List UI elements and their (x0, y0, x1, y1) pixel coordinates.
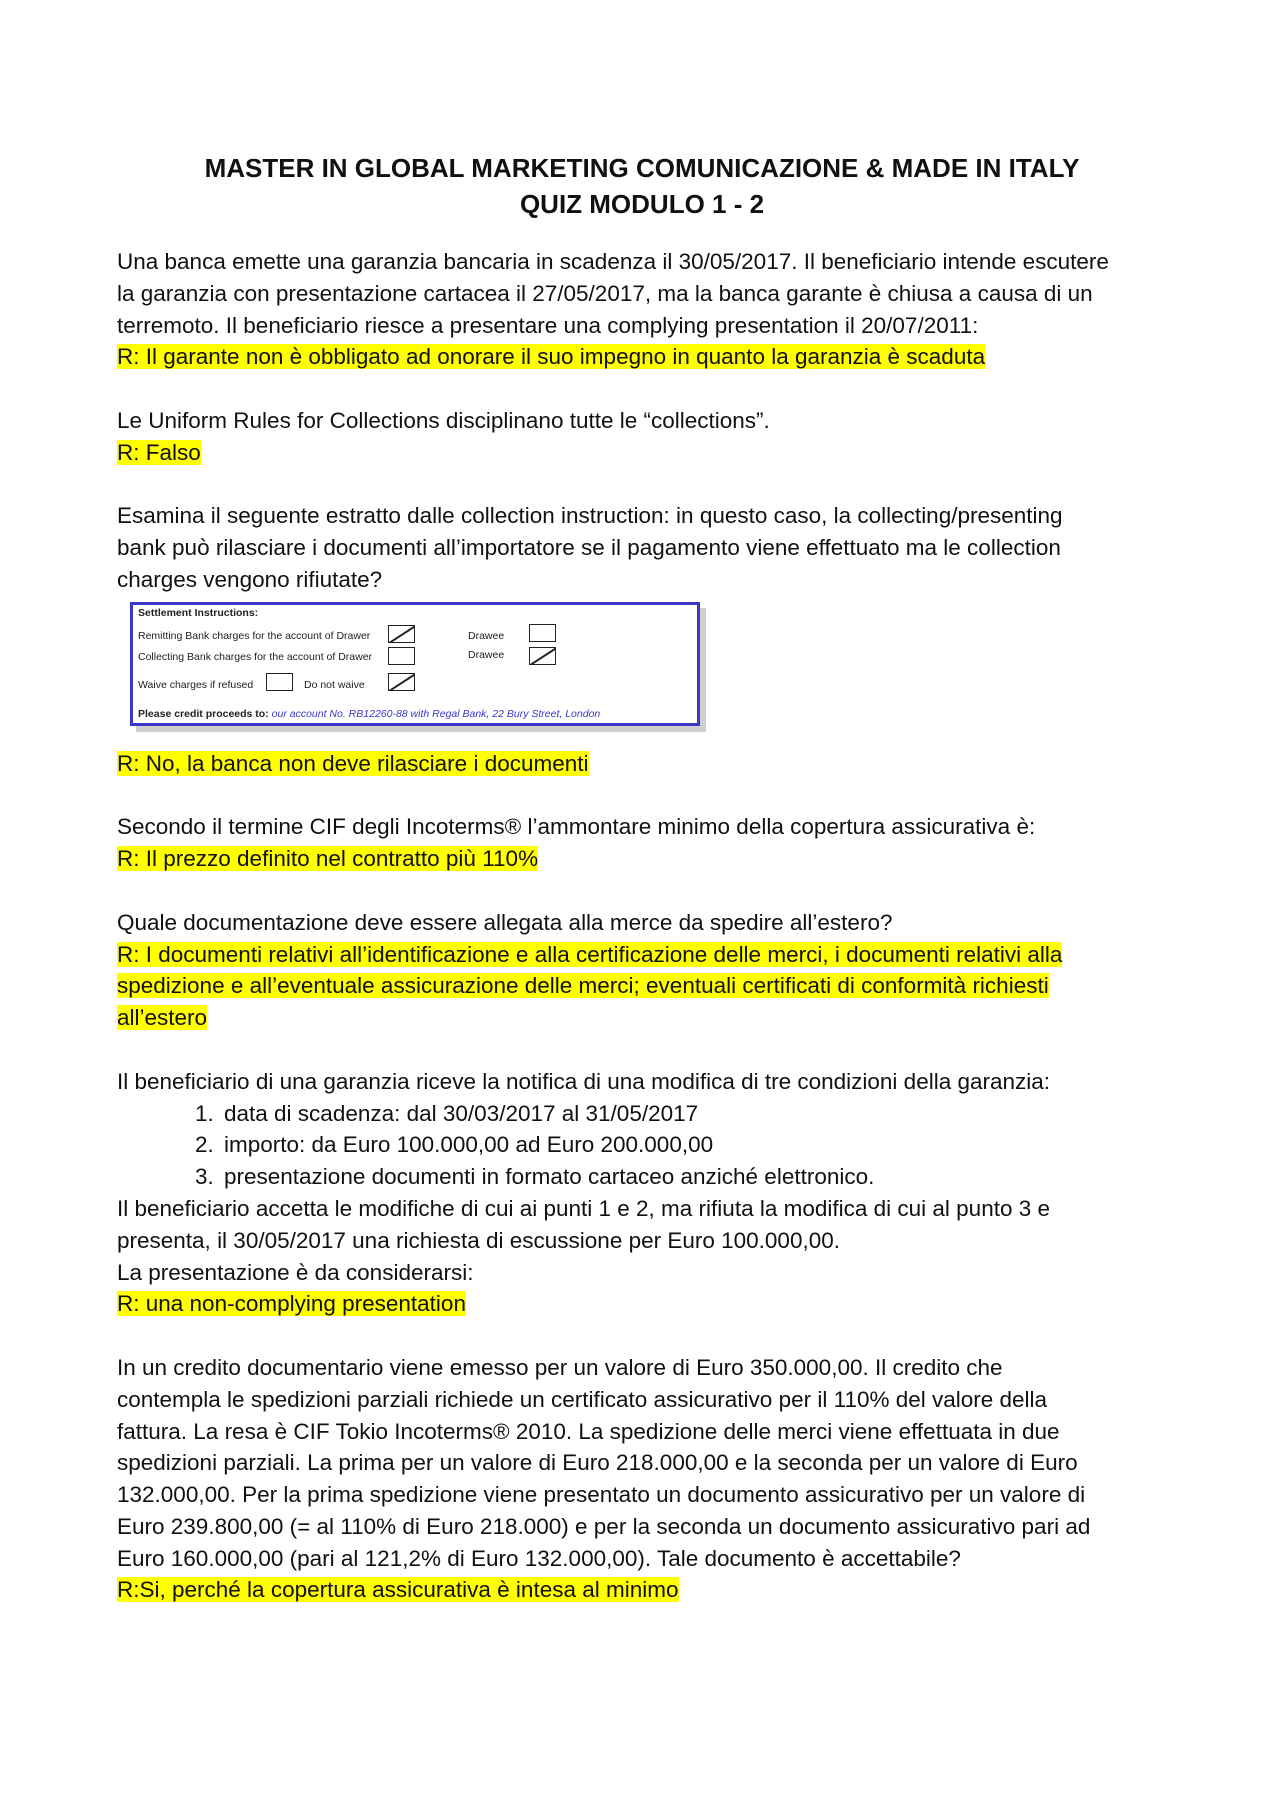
collecting-drawer-checkbox (388, 647, 415, 665)
question-text-line: Euro 160.000,00 (pari al 121,2% di Euro 132.000,00). Tale documento è accettabile? (117, 1545, 961, 1571)
question-4 (117, 811, 1167, 875)
question-text-line: spedizioni parziali. La prima per un valore di Euro 218.000,00 e la seconda per un valore di Euro (117, 1450, 1078, 1476)
remitting-charges-label: Remitting Bank charges for the account of Drawer (138, 629, 371, 642)
title-line-2: QUIZ MODULO 1 - 2 (519, 189, 765, 219)
document-title (117, 150, 1167, 222)
question-text-line: fattura. La resa è CIF Tokio Incoterms® 2010. La spedizione delle merci viene effettuata in due (117, 1418, 1060, 1444)
credit-proceeds-label: Please credit proceeds to: (138, 707, 269, 720)
question-text-line: Euro 239.800,00 (= al 110% di Euro 218.000) e per la seconda un documento assicurativo pari ad (117, 1513, 1091, 1539)
remitting-drawer-checkbox (388, 625, 415, 643)
question-text-line: In un credito documentario viene emesso per un valore di Euro 350.000,00. Il credito che (117, 1354, 1003, 1380)
collecting-drawee-checkbox (529, 647, 556, 665)
question-text-line: Secondo il termine CIF degli Incoterms® l’ammontare minimo della copertura assicurativa è: (117, 814, 1036, 840)
title-line-1: MASTER IN GLOBAL MARKETING COMUNICAZIONE & MADE IN ITALY (204, 153, 1080, 183)
question-text-line: Esamina il seguente estratto dalle collection instruction: in questo caso, la collecting/presenting (117, 503, 1063, 529)
question-text-line: Il beneficiario accetta le modifiche di cui ai punti 1 e 2, ma rifiuta la modifica di cui al punto 3 e (117, 1195, 1051, 1221)
question-3 (117, 500, 1167, 779)
question-text-line: Una banca emette una garanzia bancaria in scadenza il 30/05/2017. Il beneficiario intende escutere (117, 249, 1109, 274)
question-6 (117, 1066, 1167, 1320)
answer-4: R: Il prezzo definito nel contratto più 110% (117, 846, 539, 872)
question-text-line: La presentazione è da considerarsi: (117, 1259, 474, 1285)
do-not-waive-label: Do not waive (304, 678, 365, 691)
question-text-line: Il beneficiario di una garanzia riceve la notifica di una modifica di tre condizioni della garanzia: (117, 1068, 1051, 1094)
answer-1: R: Il garante non è obbligato ad onorare il suo impegno in quanto la garanzia è scaduta (117, 344, 986, 370)
question-2 (117, 405, 1167, 469)
credit-proceeds-line (138, 708, 600, 720)
answer-5-line: spedizione e all’eventuale assicurazione delle merci; eventuali certificati di conformità richiesti (117, 973, 1049, 999)
waive-charges-label: Waive charges if refused (138, 678, 254, 691)
document-page (117, 150, 1167, 1638)
answer-3: R: No, la banca non deve rilasciare i documenti (117, 750, 589, 776)
list-item: 1. data di scadenza: dal 30/03/2017 al 31/05/2017 (220, 1098, 1167, 1130)
collecting-charges-label: Collecting Bank charges for the account of Drawer (138, 650, 373, 663)
question-text-line: la garanzia con presentazione cartacea il 27/05/2017, ma la banca garante è chiusa a causa di un (117, 280, 1093, 306)
settlement-instructions-box (130, 602, 700, 726)
settlement-instructions-figure (130, 602, 700, 734)
credit-proceeds-value: our account No. RB12260-88 with Regal Bank, 22 Bury Street, London (271, 707, 601, 720)
answer-2: R: Falso (117, 439, 201, 465)
question-text-line: 132.000,00. Per la prima spedizione viene presentato un documento assicurativo per un valore di (117, 1482, 1086, 1508)
question-text-line: presenta, il 30/05/2017 una richiesta di escussione per Euro 100.000,00. (117, 1227, 840, 1253)
collecting-drawee-label: Drawee (468, 648, 505, 661)
question-text-line: terremoto. Il beneficiario riesce a presentare una complying presentation il 20/07/2011: (117, 312, 979, 338)
answer-5-line: R: I documenti relativi all’identificazione e alla certificazione delle merci, i documenti relativi alla (117, 941, 1063, 967)
question-1 (117, 246, 1167, 373)
waive-charges-checkbox (266, 673, 293, 691)
question-text-line: Quale documentazione deve essere allegata alla merce da spedire all’estero? (117, 909, 893, 935)
remitting-drawee-checkbox (529, 624, 556, 642)
remitting-drawee-label: Drawee (468, 629, 505, 642)
do-not-waive-checkbox (388, 673, 415, 691)
question-text-line: Le Uniform Rules for Collections disciplinano tutte le “collections”. (117, 407, 770, 433)
answer-7: R:Si, perché la copertura assicurativa è intesa al minimo (117, 1577, 679, 1603)
question-text-line: contempla le spedizioni parziali richiede un certificato assicurativo per il 110% del valore della (117, 1386, 1048, 1412)
list-item: 2. importo: da Euro 100.000,00 ad Euro 200.000,00 (220, 1129, 1167, 1161)
answer-5-line: all’estero (117, 1005, 208, 1031)
settlement-heading: Settlement Instructions: (138, 606, 259, 619)
question-5 (117, 907, 1167, 1034)
list-item: 3. presentazione documenti in formato cartaceo anziché elettronico. (220, 1161, 1167, 1193)
question-text-line: charges vengono rifiutate? (117, 566, 383, 592)
question-text-line: bank può rilasciare i documenti all’importatore se il pagamento viene effettuato ma le collection (117, 535, 1061, 561)
answer-6: R: una non-complying presentation (117, 1291, 466, 1317)
amendment-list (117, 1098, 1167, 1193)
question-7 (117, 1352, 1167, 1606)
